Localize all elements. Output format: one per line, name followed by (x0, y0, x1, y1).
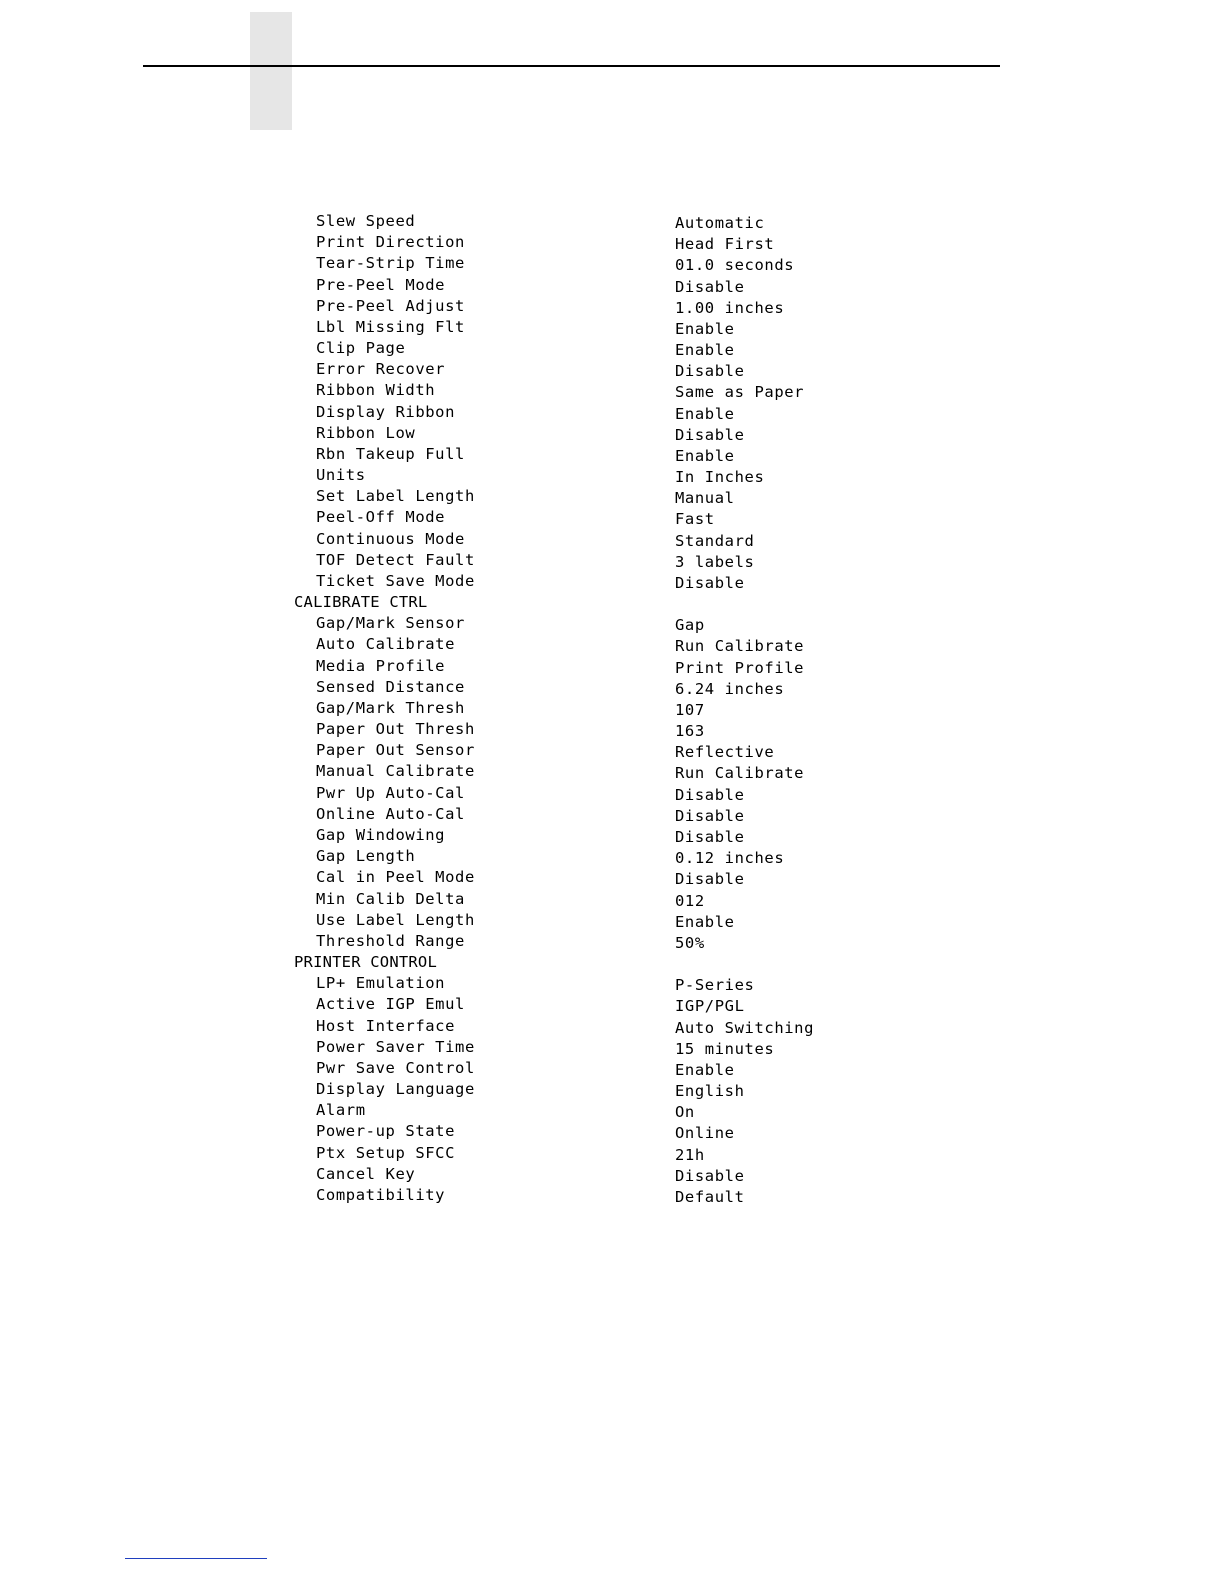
setting-label: Slew Speed (316, 212, 416, 230)
setting-row (0, 634, 1224, 655)
setting-label: Media Profile (316, 656, 446, 675)
setting-row (0, 656, 1224, 677)
setting-label: Pre-Peel Mode (316, 275, 446, 294)
setting-row (0, 338, 1224, 359)
setting-label: Auto Calibrate (316, 635, 456, 654)
section-heading: PRINTER CONTROL (294, 953, 437, 972)
setting-label: Lbl Missing Flt (316, 317, 465, 336)
setting-label: Units (316, 466, 366, 485)
setting-label: Host Interface (316, 1016, 456, 1035)
setting-label: Compatibility (316, 1185, 446, 1204)
setting-value: Disable (675, 1166, 745, 1185)
setting-value: Run Calibrate (675, 637, 805, 656)
setting-label: Paper Out Thresh (316, 720, 475, 739)
setting-value: 01.0 seconds (675, 256, 795, 275)
setting-value: 6.24 inches (675, 679, 785, 698)
setting-value: Disable (675, 785, 745, 804)
setting-value: Disable (675, 806, 745, 825)
setting-row (0, 910, 1224, 931)
setting-value: English (675, 1082, 745, 1101)
setting-label: Cal in Peel Mode (316, 868, 475, 887)
setting-row (0, 698, 1224, 719)
setting-label: Error Recover (316, 360, 446, 379)
setting-row (0, 889, 1224, 910)
setting-label: Set Label Length (316, 487, 475, 506)
section-heading: CALIBRATE CTRL (294, 593, 428, 612)
setting-label: Alarm (316, 1101, 366, 1120)
setting-value: 3 labels (675, 552, 755, 571)
setting-value: Automatic (675, 214, 765, 232)
setting-value: 163 (675, 722, 705, 741)
setting-label: LP+ Emulation (316, 974, 446, 993)
setting-label: Paper Out Sensor (316, 741, 475, 760)
setting-value: Enable (675, 404, 735, 423)
setting-row (0, 1100, 1224, 1121)
setting-row (0, 253, 1224, 274)
setting-row (0, 571, 1224, 592)
setting-row (0, 973, 1224, 994)
setting-row (0, 719, 1224, 740)
setting-value: Disable (675, 277, 745, 296)
setting-row (0, 1037, 1224, 1058)
config-listing (0, 211, 1224, 1206)
section-heading-row (0, 592, 1224, 613)
setting-value: P-Series (675, 976, 755, 995)
section-heading-row (0, 952, 1224, 973)
setting-value: Enable (675, 1060, 735, 1079)
setting-value: 107 (675, 700, 705, 719)
setting-row (0, 761, 1224, 782)
setting-row (0, 402, 1224, 423)
setting-value: Enable (675, 912, 735, 931)
setting-value: 012 (675, 891, 705, 910)
setting-row (0, 1079, 1224, 1100)
setting-value: Enable (675, 341, 735, 360)
setting-value: Disable (675, 870, 745, 889)
setting-row (0, 1058, 1224, 1079)
setting-value: Print Profile (675, 658, 805, 677)
setting-row (0, 232, 1224, 253)
setting-value: IGP/PGL (675, 997, 745, 1016)
setting-row (0, 613, 1224, 634)
setting-row (0, 486, 1224, 507)
setting-value: Disable (675, 425, 745, 444)
setting-label: Manual Calibrate (316, 762, 475, 781)
setting-label: Min Calib Delta (316, 889, 465, 908)
setting-value: Fast (675, 510, 715, 529)
setting-value: Standard (675, 531, 755, 550)
setting-row (0, 1143, 1224, 1164)
setting-row (0, 1185, 1224, 1206)
setting-label: Gap Windowing (316, 825, 446, 844)
setting-value: Online (675, 1124, 735, 1143)
setting-label: Gap/Mark Sensor (316, 614, 465, 633)
setting-row (0, 1016, 1224, 1037)
setting-row (0, 296, 1224, 317)
setting-label: Tear-Strip Time (316, 254, 465, 273)
setting-row (0, 1164, 1224, 1185)
setting-value: Disable (675, 827, 745, 846)
setting-value: 1.00 inches (675, 298, 785, 317)
setting-value: Head First (675, 235, 775, 254)
setting-label: TOF Detect Fault (316, 550, 475, 569)
setting-value: 0.12 inches (675, 849, 785, 868)
setting-row (0, 783, 1224, 804)
setting-value: Default (675, 1187, 745, 1206)
setting-row (0, 275, 1224, 296)
setting-label: Display Ribbon (316, 402, 456, 421)
setting-row (0, 867, 1224, 888)
setting-row (0, 211, 1224, 232)
setting-row (0, 677, 1224, 698)
setting-label: Ribbon Width (316, 381, 436, 400)
setting-label: Power-up State (316, 1122, 456, 1141)
setting-row (0, 317, 1224, 338)
setting-label: Pwr Save Control (316, 1058, 475, 1077)
setting-value: 21h (675, 1145, 705, 1164)
setting-row (0, 529, 1224, 550)
setting-label: Ticket Save Mode (316, 571, 475, 590)
setting-value: On (675, 1103, 695, 1122)
setting-label: Rbn Takeup Full (316, 444, 465, 463)
setting-label: Ribbon Low (316, 423, 416, 442)
setting-row (0, 423, 1224, 444)
setting-value: 15 minutes (675, 1039, 775, 1058)
header-rule (143, 65, 1000, 67)
setting-value: Auto Switching (675, 1018, 815, 1037)
setting-row (0, 444, 1224, 465)
setting-row (0, 931, 1224, 952)
setting-label: Use Label Length (316, 910, 475, 929)
setting-label: Pre-Peel Adjust (316, 296, 465, 315)
setting-label: Power Saver Time (316, 1037, 475, 1056)
setting-label: Cancel Key (316, 1164, 416, 1183)
setting-label: Active IGP Emul (316, 995, 465, 1014)
setting-value: Disable (675, 362, 745, 381)
setting-label: Sensed Distance (316, 677, 465, 696)
setting-value: Run Calibrate (675, 764, 805, 783)
header-tab-block (250, 12, 292, 130)
setting-value: Gap (675, 616, 705, 635)
setting-label: Print Direction (316, 233, 465, 252)
setting-row (0, 550, 1224, 571)
setting-row (0, 825, 1224, 846)
setting-label: Gap/Mark Thresh (316, 698, 465, 717)
setting-value: Enable (675, 446, 735, 465)
setting-row (0, 380, 1224, 401)
setting-value: Enable (675, 319, 735, 338)
setting-label: Pwr Up Auto-Cal (316, 783, 465, 802)
setting-label: Ptx Setup SFCC (316, 1143, 456, 1162)
setting-row (0, 994, 1224, 1015)
setting-row (0, 507, 1224, 528)
setting-row (0, 804, 1224, 825)
setting-row (0, 846, 1224, 867)
setting-label: Clip Page (316, 339, 406, 358)
setting-row (0, 465, 1224, 486)
setting-value: Reflective (675, 743, 775, 762)
setting-value: 50% (675, 933, 705, 952)
setting-label: Display Language (316, 1080, 475, 1099)
setting-label: Gap Length (316, 847, 416, 866)
setting-row (0, 740, 1224, 761)
setting-label: Continuous Mode (316, 529, 465, 548)
setting-row (0, 1121, 1224, 1142)
setting-label: Online Auto-Cal (316, 804, 465, 823)
footer-rule (125, 1558, 267, 1559)
setting-value: In Inches (675, 468, 765, 487)
setting-row (0, 359, 1224, 380)
setting-label: Peel-Off Mode (316, 508, 446, 527)
setting-value: Disable (675, 573, 745, 592)
setting-label: Threshold Range (316, 931, 465, 950)
setting-value: Same as Paper (675, 383, 805, 402)
setting-value: Manual (675, 489, 735, 508)
